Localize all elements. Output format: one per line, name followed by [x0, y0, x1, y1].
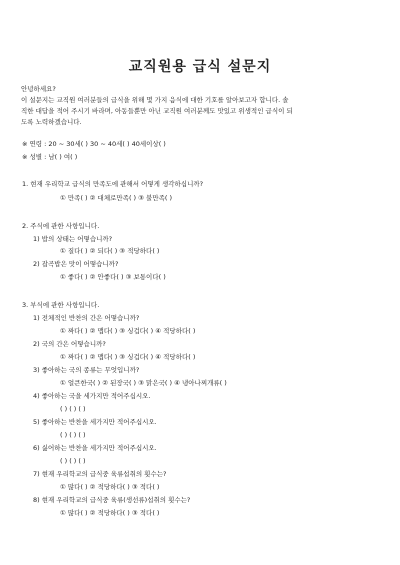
- q2-sub1-options: ① 질다( ) ② 되다( ) ③ 적당하다( ): [60, 247, 160, 255]
- q3-sub6: 6) 싫어하는 반찬을 세가지만 적어주십시오.: [33, 444, 157, 452]
- q3-sub8: 8) 현재 우리학교의 급식중 육류(생선류)섭취의 횟수는?: [33, 496, 191, 504]
- q3-sub1: 1) 전체적인 반찬의 간은 어떻습니까?: [33, 314, 140, 322]
- intro-paragraph: [21, 84, 381, 128]
- q3-sub4-blanks: ( ) ( ) ( ): [60, 405, 86, 413]
- q3-question: 3. 부식에 관한 사항입니다.: [22, 301, 100, 309]
- intro-body-line-2: 직한 대답을 적어 주시기 바라며, 아동들뿐만 아닌 교직원 여러분께도 맛있고 위생적인 급식이 되: [21, 107, 293, 115]
- q2-sub2: 2) 잡곡밥은 맛이 어떻습니까?: [33, 260, 119, 268]
- intro-body-line-3: 도록 노력하겠습니다.: [21, 118, 82, 126]
- intro-greeting: 안녕하세요?: [21, 85, 56, 93]
- gender-question: ※ 성별 : 남( ) 여( ): [22, 153, 78, 161]
- q3-sub5: 5) 좋아하는 반찬을 세가지만 적어주십시오.: [33, 418, 157, 426]
- q2-question: 2. 주식에 관한 사항입니다.: [22, 222, 100, 230]
- q2-sub1: 1) 밥의 상태는 어떻습니까?: [33, 235, 113, 243]
- q3-sub7-options: ① 많다( ) ② 적당하다( ) ③ 적다( ): [60, 483, 160, 491]
- q1-question: 1. 현재 우리학교 급식의 만족도에 관해서 어떻게 생각하십니까?: [22, 180, 204, 188]
- q3-sub3-options: ① 얼큰한국( ) ② 된장국( ) ③ 맑은국( ) ④ 냉아나찌개류( ): [60, 379, 227, 387]
- intro-body-line-1: 이 설문지는 교직원 여러분들의 급식을 위해 몇 가지 음식에 대한 기호를 알아보고자 합니다. 솔: [21, 96, 289, 104]
- q2-sub2-options: ① 좋다( ) ② 안좋다( ) ③ 보통이다( ): [60, 273, 166, 281]
- q3-sub5-blanks: ( ) ( ) ( ): [60, 431, 86, 439]
- q3-sub1-options: ① 짜다( ) ② 맵다( ) ③ 싱겁다( ) ④ 적당하다( ): [60, 327, 196, 335]
- q3-sub6-blanks: ( ) ( ) ( ): [60, 457, 86, 465]
- age-question: ※ 연령 : 20 ~ 30세( ) 30 ~ 40세( ) 40세이상( ): [22, 140, 166, 148]
- q3-sub7: 7) 현재 우리학교의 급식중 육류섭취의 횟수는?: [33, 470, 167, 478]
- q1-options: ① 만족( ) ② 대체로만족( ) ③ 불만족( ): [60, 194, 173, 202]
- q3-sub2-options: ① 짜다( ) ② 맵다( ) ③ 싱겁다( ) ④ 적당하다( ): [60, 353, 196, 361]
- q3-sub8-options: ① 많다( ) ② 적당하다( ) ③ 적다( ): [60, 509, 160, 517]
- q3-sub2: 2) 국의 간은 어떻습니까?: [33, 340, 106, 348]
- q3-sub4: 4) 좋아하는 국을 세가지만 적어주십시오.: [33, 392, 151, 400]
- page-title: 교직원용 급식 설문지: [128, 59, 272, 75]
- q3-sub3: 3) 좋아하는 국의 종류는 무엇입니까?: [33, 366, 140, 374]
